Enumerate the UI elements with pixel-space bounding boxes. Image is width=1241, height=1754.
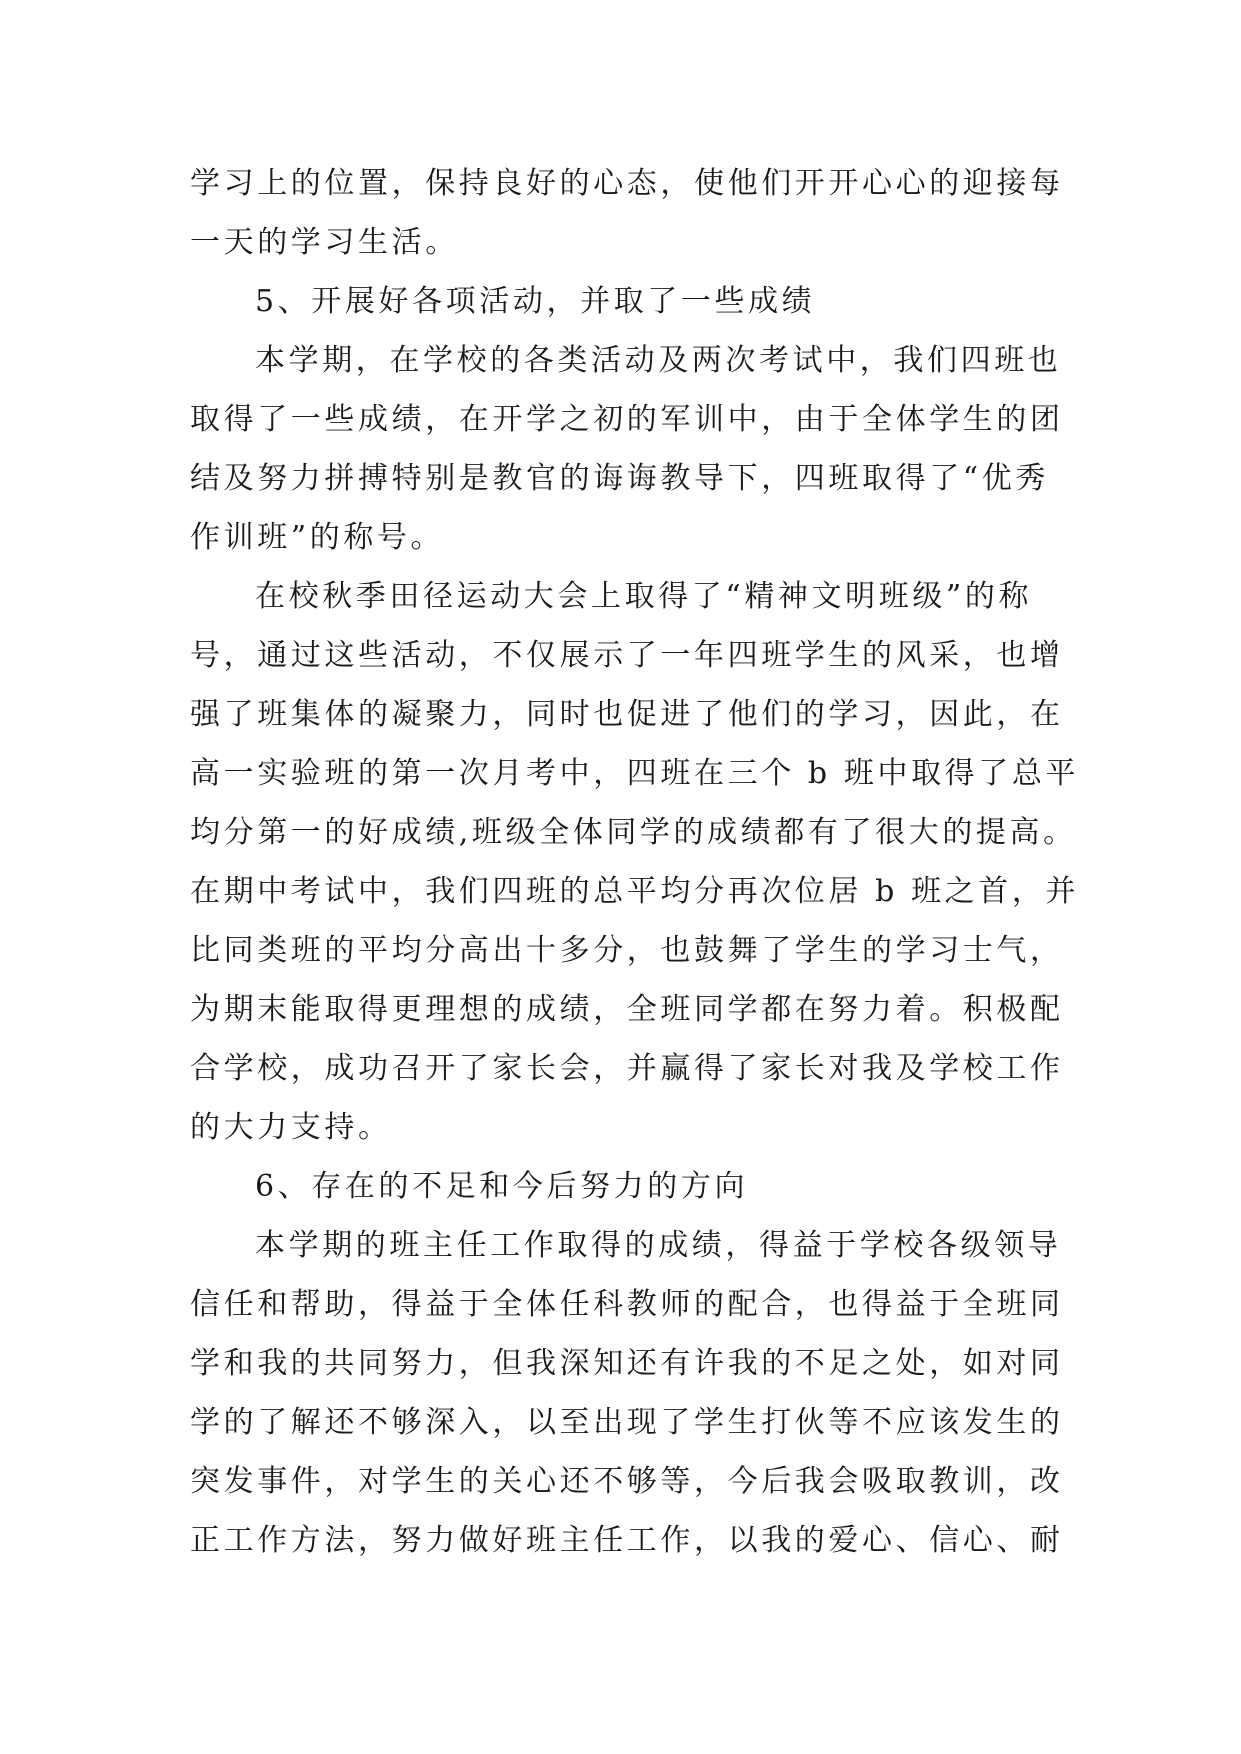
text-line: 本学期，在学校的各类活动及两次考试中，我们四班也 — [255, 343, 1062, 378]
text-line: 比同类班的平均分高出十多分，也鼓舞了学生的学习士气， — [190, 933, 1064, 968]
text-line: 正工作方法，努力做好班主任工作，以我的爱心、信心、耐 — [190, 1523, 1064, 1558]
text-line: 学的了解还不够深入，以至出现了学生打伙等不应该发生的 — [190, 1405, 1064, 1440]
section-heading: 5、开展好各项活动，并取了一些成绩 — [255, 284, 816, 319]
text-line: 结及努力拼搏特别是教官的诲诲教导下，四班取得了“优秀 — [190, 461, 1049, 496]
text-line: 高一实验班的第一次月考中，四班在三个 b 班中取得了总平 — [190, 756, 1080, 791]
text-line: 学习上的位置，保持良好的心态，使他们开开心心的迎接每 — [190, 166, 1064, 201]
text-line: 突发事件，对学生的关心还不够等，今后我会吸取教训，改 — [190, 1464, 1064, 1499]
text-line: 学和我的共同努力，但我深知还有许我的不足之处，如对同 — [190, 1346, 1064, 1381]
section-heading: 6、存在的不足和今后努力的方向 — [255, 1169, 749, 1204]
text-line: 合学校，成功召开了家长会，并赢得了家长对我及学校工作 — [190, 1051, 1064, 1086]
text-line: 号，通过这些活动，不仅展示了一年四班学生的风采，也增 — [190, 638, 1064, 673]
text-line: 信任和帮助，得益于全体任科教师的配合，也得益于全班同 — [190, 1287, 1064, 1322]
text-line: 本学期的班主任工作取得的成绩，得益于学校各级领导 — [255, 1228, 1062, 1263]
text-line: 在期中考试中，我们四班的总平均分再次位居 b 班之首，并 — [190, 874, 1080, 909]
text-line: 为期末能取得更理想的成绩，全班同学都在努力着。积极配 — [190, 992, 1064, 1027]
text-line: 的大力支持。 — [190, 1110, 392, 1145]
text-line: 作训班”的称号。 — [190, 520, 445, 555]
text-line: 均分第一的好成绩,班级全体同学的成绩都有了很大的提高。 — [190, 815, 1077, 850]
text-line: 一天的学习生活。 — [190, 225, 459, 260]
text-line: 在校秋季田径运动大会上取得了“精神文明班级”的称 — [255, 579, 1033, 614]
text-line: 取得了一些成绩，在开学之初的军训中，由于全体学生的团 — [190, 402, 1064, 437]
text-line: 强了班集体的凝聚力，同时也促进了他们的学习，因此，在 — [190, 697, 1064, 732]
